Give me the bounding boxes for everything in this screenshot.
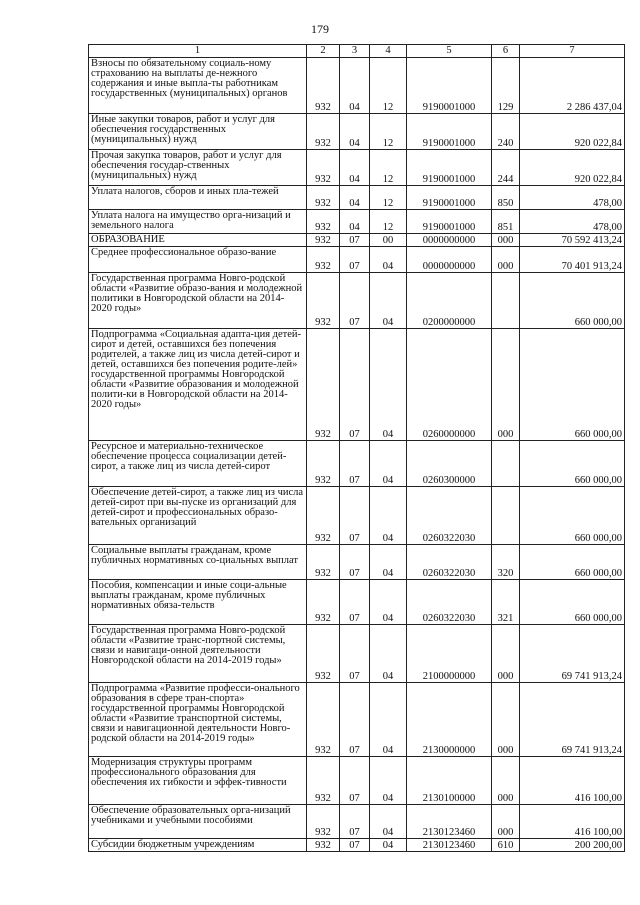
table-row xyxy=(89,234,625,247)
cell-c7: 920 022,84 xyxy=(520,114,625,150)
budget-table-container xyxy=(88,44,625,852)
row-description: Среднее профессиональное образо-вание xyxy=(89,247,307,273)
table-row xyxy=(89,58,625,114)
cell-c6: 000 xyxy=(492,625,520,683)
cell-c6 xyxy=(492,441,520,487)
cell-c7: 200 200,00 xyxy=(520,839,625,852)
cell-c5: 0200000000 xyxy=(407,273,492,329)
row-description: Уплата налога на имущество орга-низаций и земельного налога xyxy=(89,210,307,234)
column-header: 4 xyxy=(370,45,407,58)
row-description: Подпрограмма «Социальная адапта-ция детей-сирот и детей, оставшихся без попечения родителей, а также лиц из числа детей-сирот и детей, оставшихся без попечения родите-лей» государственной программы Новгородской области «Развитие образования и молодежной полити-ки в Новгородской области на 2014-2020 годы» xyxy=(89,329,307,441)
cell-c7: 920 022,84 xyxy=(520,150,625,186)
cell-c2: 932 xyxy=(307,114,340,150)
row-description: Прочая закупка товаров, работ и услуг для обеспечения государ-ственных (муниципальных) нужд xyxy=(89,150,307,186)
cell-c5: 2130123460 xyxy=(407,839,492,852)
cell-c4: 12 xyxy=(370,150,407,186)
cell-c5: 0260322030 xyxy=(407,487,492,545)
cell-c3: 04 xyxy=(340,150,370,186)
cell-c3: 07 xyxy=(340,805,370,839)
cell-c2: 932 xyxy=(307,625,340,683)
cell-c5: 9190001000 xyxy=(407,150,492,186)
cell-c3: 04 xyxy=(340,58,370,114)
cell-c7: 478,00 xyxy=(520,186,625,210)
cell-c5: 9190001000 xyxy=(407,58,492,114)
cell-c2: 932 xyxy=(307,247,340,273)
cell-c3: 07 xyxy=(340,580,370,625)
cell-c6: 000 xyxy=(492,805,520,839)
table-header-row xyxy=(89,45,625,58)
cell-c5: 2100000000 xyxy=(407,625,492,683)
cell-c4: 04 xyxy=(370,487,407,545)
cell-c2: 932 xyxy=(307,805,340,839)
column-header: 7 xyxy=(520,45,625,58)
cell-c7: 660 000,00 xyxy=(520,545,625,580)
cell-c6: 129 xyxy=(492,58,520,114)
cell-c3: 07 xyxy=(340,625,370,683)
cell-c6 xyxy=(492,273,520,329)
cell-c5: 2130000000 xyxy=(407,683,492,757)
cell-c2: 932 xyxy=(307,545,340,580)
table-row xyxy=(89,114,625,150)
row-description: Пособия, компенсации и иные соци-альные выплаты гражданам, кроме публичных нормативных обяза-тельств xyxy=(89,580,307,625)
cell-c6: 000 xyxy=(492,329,520,441)
cell-c5: 0260322030 xyxy=(407,580,492,625)
cell-c5: 2130123460 xyxy=(407,805,492,839)
cell-c4: 12 xyxy=(370,186,407,210)
cell-c2: 932 xyxy=(307,150,340,186)
table-row xyxy=(89,545,625,580)
column-header: 3 xyxy=(340,45,370,58)
cell-c5: 0260322030 xyxy=(407,545,492,580)
cell-c4: 04 xyxy=(370,625,407,683)
table-row xyxy=(89,210,625,234)
cell-c4: 04 xyxy=(370,757,407,805)
cell-c4: 04 xyxy=(370,683,407,757)
cell-c2: 932 xyxy=(307,234,340,247)
cell-c3: 07 xyxy=(340,545,370,580)
cell-c6: 610 xyxy=(492,839,520,852)
cell-c4: 04 xyxy=(370,805,407,839)
table-row xyxy=(89,757,625,805)
row-description: Подпрограмма «Развитие професси-онального образования в сфере тран-спорта» государственной программы Новгородской области «Развитие транспортной системы, связи и навигационной деятельности Новго-родской области на 2014-2019 годы» xyxy=(89,683,307,757)
cell-c7: 660 000,00 xyxy=(520,441,625,487)
row-description: Взносы по обязательному социаль-ному страхованию на выплаты де-нежного содержания и иные выпла-ты работникам государственных (муниципальных) органов xyxy=(89,58,307,114)
cell-c2: 932 xyxy=(307,487,340,545)
table-body xyxy=(89,58,625,852)
cell-c4: 12 xyxy=(370,58,407,114)
cell-c7: 660 000,00 xyxy=(520,329,625,441)
cell-c5: 9190001000 xyxy=(407,114,492,150)
table-row xyxy=(89,247,625,273)
table-row xyxy=(89,186,625,210)
cell-c3: 07 xyxy=(340,329,370,441)
row-description: ОБРАЗОВАНИЕ xyxy=(89,234,307,247)
table-row xyxy=(89,441,625,487)
row-description: Обеспечение образовательных орга-низаций учебниками и учебными пособиями xyxy=(89,805,307,839)
cell-c7: 70 592 413,24 xyxy=(520,234,625,247)
cell-c5: 2130100000 xyxy=(407,757,492,805)
cell-c2: 932 xyxy=(307,186,340,210)
cell-c7: 70 401 913,24 xyxy=(520,247,625,273)
cell-c2: 932 xyxy=(307,273,340,329)
table-row xyxy=(89,683,625,757)
cell-c4: 04 xyxy=(370,839,407,852)
cell-c7: 660 000,00 xyxy=(520,273,625,329)
column-header: 6 xyxy=(492,45,520,58)
row-description: Модернизация структуры программ профессионального образования для обеспечения их гибкости и эффек-тивности xyxy=(89,757,307,805)
cell-c2: 932 xyxy=(307,58,340,114)
cell-c4: 04 xyxy=(370,329,407,441)
cell-c7: 478,00 xyxy=(520,210,625,234)
cell-c4: 04 xyxy=(370,580,407,625)
row-description: Уплата налогов, сборов и иных пла-тежей xyxy=(89,186,307,210)
cell-c2: 932 xyxy=(307,329,340,441)
cell-c3: 07 xyxy=(340,487,370,545)
cell-c7: 660 000,00 xyxy=(520,580,625,625)
row-description: Иные закупки товаров, работ и услуг для обеспечения государственных (муниципальных) нужд xyxy=(89,114,307,150)
budget-table xyxy=(88,44,625,852)
cell-c4: 04 xyxy=(370,545,407,580)
cell-c6: 851 xyxy=(492,210,520,234)
cell-c6 xyxy=(492,487,520,545)
cell-c3: 04 xyxy=(340,210,370,234)
cell-c2: 932 xyxy=(307,210,340,234)
cell-c2: 932 xyxy=(307,683,340,757)
cell-c2: 932 xyxy=(307,757,340,805)
cell-c3: 07 xyxy=(340,234,370,247)
table-row xyxy=(89,329,625,441)
cell-c3: 04 xyxy=(340,186,370,210)
page-number: 179 xyxy=(311,22,329,36)
cell-c3: 07 xyxy=(340,683,370,757)
cell-c3: 07 xyxy=(340,757,370,805)
cell-c6: 000 xyxy=(492,683,520,757)
cell-c4: 04 xyxy=(370,441,407,487)
row-description: Ресурсное и материально-техническое обеспечение процесса социализации детей-сирот, а также лиц из числа детей-сирот xyxy=(89,441,307,487)
cell-c6: 000 xyxy=(492,247,520,273)
table-row xyxy=(89,625,625,683)
cell-c3: 04 xyxy=(340,114,370,150)
cell-c7: 416 100,00 xyxy=(520,757,625,805)
cell-c6: 000 xyxy=(492,234,520,247)
cell-c2: 932 xyxy=(307,441,340,487)
row-description: Субсидии бюджетным учреждениям xyxy=(89,839,307,852)
row-description: Государственная программа Новго-родской области «Развитие транс-портной системы, связи и навигаци-онной деятельности Новгородской области на 2014-2019 годы» xyxy=(89,625,307,683)
table-row xyxy=(89,150,625,186)
table-row xyxy=(89,487,625,545)
table-row xyxy=(89,805,625,839)
cell-c6: 240 xyxy=(492,114,520,150)
cell-c6: 321 xyxy=(492,580,520,625)
cell-c3: 07 xyxy=(340,273,370,329)
cell-c4: 12 xyxy=(370,210,407,234)
cell-c7: 69 741 913,24 xyxy=(520,625,625,683)
cell-c7: 2 286 437,04 xyxy=(520,58,625,114)
cell-c7: 660 000,00 xyxy=(520,487,625,545)
row-description: Обеспечение детей-сирот, а также лиц из числа детей-сирот при вы-пуске из организаций для детей-сирот и профессиональных образо-вательных организаций xyxy=(89,487,307,545)
cell-c3: 07 xyxy=(340,247,370,273)
cell-c7: 69 741 913,24 xyxy=(520,683,625,757)
column-header: 5 xyxy=(407,45,492,58)
column-header: 1 xyxy=(89,45,307,58)
cell-c6: 850 xyxy=(492,186,520,210)
cell-c5: 0260000000 xyxy=(407,329,492,441)
cell-c5: 9190001000 xyxy=(407,210,492,234)
cell-c2: 932 xyxy=(307,580,340,625)
column-header: 2 xyxy=(307,45,340,58)
table-row xyxy=(89,839,625,852)
cell-c5: 0260300000 xyxy=(407,441,492,487)
row-description: Государственная программа Новго-родской области «Развитие образо-вания и молодежной политики в Новгородской области на 2014-2020 годы» xyxy=(89,273,307,329)
row-description: Социальные выплаты гражданам, кроме публичных нормативных со-циальных выплат xyxy=(89,545,307,580)
cell-c2: 932 xyxy=(307,839,340,852)
cell-c6: 320 xyxy=(492,545,520,580)
cell-c6: 244 xyxy=(492,150,520,186)
cell-c5: 0000000000 xyxy=(407,247,492,273)
cell-c4: 04 xyxy=(370,273,407,329)
cell-c4: 04 xyxy=(370,247,407,273)
cell-c6: 000 xyxy=(492,757,520,805)
cell-c4: 12 xyxy=(370,114,407,150)
cell-c4: 00 xyxy=(370,234,407,247)
cell-c3: 07 xyxy=(340,441,370,487)
cell-c5: 0000000000 xyxy=(407,234,492,247)
table-row xyxy=(89,273,625,329)
cell-c7: 416 100,00 xyxy=(520,805,625,839)
cell-c5: 9190001000 xyxy=(407,186,492,210)
cell-c3: 07 xyxy=(340,839,370,852)
table-row xyxy=(89,580,625,625)
